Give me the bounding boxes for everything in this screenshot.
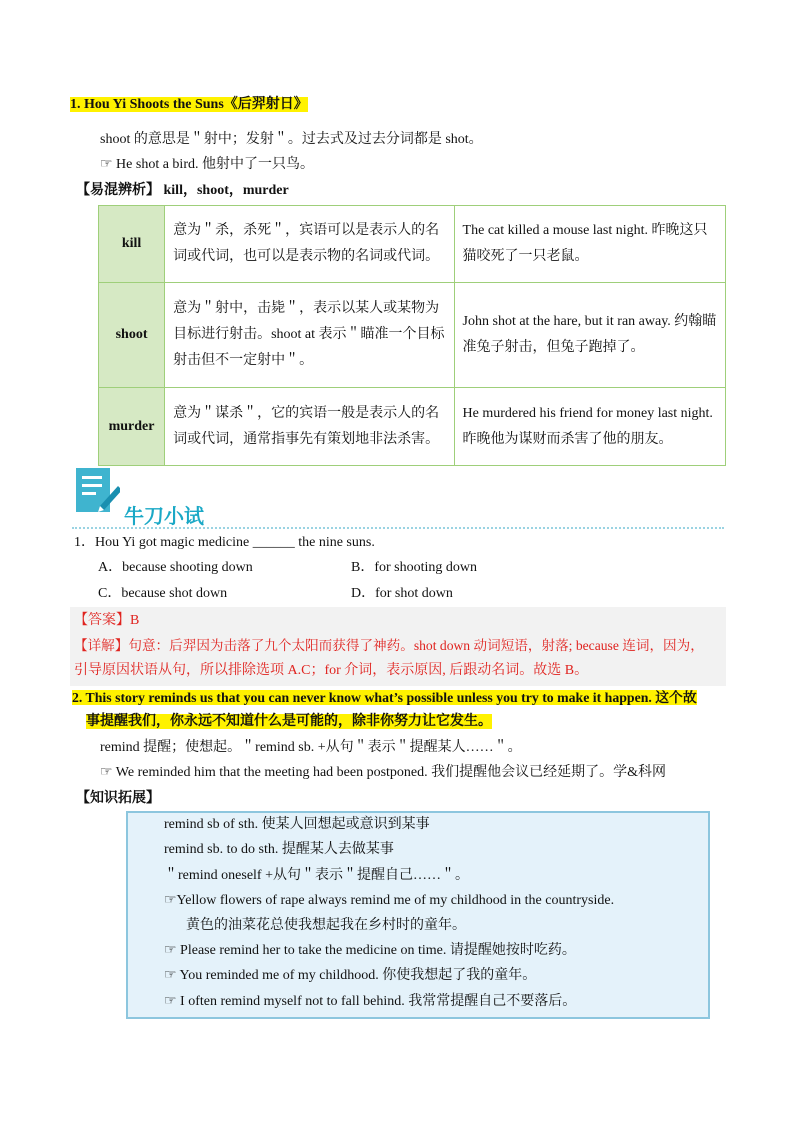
comparison-table: [98, 205, 726, 466]
table-meaning-cell: 意为＂射中，击毙＂，表示以某人或某物为 目标进行射击。shoot at 表示＂瞄准一个目标 射击但不一定射中＂。: [165, 283, 454, 388]
option-b: B．for shooting down: [351, 560, 477, 575]
option-d: D．for shot down: [351, 586, 453, 601]
notepad-pencil-icon: [74, 466, 120, 518]
shoot-example: ☞ He shot a bird. 他射中了一只鸟。: [100, 157, 314, 172]
table-example-cell: The cat killed a mouse last night. 昨晚这只 猫咬死了一只老鼠。: [454, 206, 725, 283]
table-meaning-cell: 意为＂谋杀＂，它的宾语一般是表示人的名 词或代词，通常指事先有策划地非法杀害。: [165, 388, 454, 466]
table-word-cell: murder: [99, 388, 165, 466]
table-row: [99, 206, 726, 283]
question-text: 1．Hou Yi got magic medicine ______ the nine suns.: [74, 535, 375, 550]
option-c: C．because shot down: [98, 586, 228, 601]
knowledge-line: ☞ I often remind myself not to fall behind. 我常常提醒自己不要落后。: [164, 994, 577, 1009]
knowledge-extend-label: 【知识拓展】: [76, 791, 160, 806]
explanation-line-2: 引导原因状语从句，所以排除选项 A.C；for 介词，表示原因, 后跟动名词。故选 B。: [74, 663, 589, 678]
banner-divider: [72, 527, 724, 529]
knowledge-line: ☞ Please remind her to take the medicine on time. 请提醒她按时吃药。: [164, 943, 576, 958]
shoot-definition: shoot 的意思是＂射中；发射＂。过去式及过去分词都是 shot。: [100, 132, 483, 147]
section1-heading: 1. Hou Yi Shoots the Suns《后羿射日》: [70, 97, 308, 112]
remind-example: ☞ We reminded him that the meeting had been postponed. 我们提醒他会议已经延期了。学&科网: [100, 765, 667, 780]
table-word-cell: shoot: [99, 283, 165, 388]
practice-banner-title: 牛刀小试: [124, 504, 204, 528]
section2-heading-line-2: 事提醒我们，你永远不知道什么是可能的，除非你努力让它发生。: [86, 714, 492, 729]
section2-heading-line-1: 2. This story reminds us that you can never know what’s possible unless you try to make it happen. 这个故: [72, 690, 697, 705]
table-row: [99, 283, 726, 388]
table-meaning-cell: 意为＂杀，杀死＂，宾语可以是表示人的名 词或代词，也可以是表示物的名词或代词。: [165, 206, 454, 283]
knowledge-line: ＂remind oneself +从句＂表示＂提醒自己……＂。: [164, 868, 469, 883]
explanation-line-1: 【详解】句意：后羿因为击落了九个太阳而获得了神药。shot down 动词短语，射落; because 连词，因为，: [74, 638, 704, 653]
option-a: A．because shooting down: [98, 560, 253, 575]
table-example-cell: He murdered his friend for money last night. 昨晚他为谋财而杀害了他的朋友。: [454, 388, 725, 466]
confusion-label: 【易混辨析】 kill，shoot，murder: [76, 183, 289, 198]
remind-definition: remind 提醒；使想起。＂remind sb. +从句＂表示＂提醒某人……＂。: [100, 740, 522, 755]
knowledge-line: ☞Yellow flowers of rape always remind me of my childhood in the countryside.: [164, 893, 615, 908]
table-row: [99, 388, 726, 466]
knowledge-line: remind sb. to do sth. 提醒某人去做某事: [164, 842, 394, 857]
knowledge-line: remind sb of sth. 使某人回想起或意识到某事: [164, 817, 430, 832]
knowledge-line: ☞ You reminded me of my childhood. 你使我想起了我的童年。: [164, 968, 537, 983]
knowledge-line: 黄色的油菜花总使我想起我在乡村时的童年。: [186, 918, 466, 933]
table-word-cell: kill: [99, 206, 165, 283]
table-example-cell: John shot at the hare, but it ran away. 约翰瞄 准兔子射击，但兔子跑掉了。: [454, 283, 725, 388]
answer-text: 【答案】B: [74, 613, 140, 628]
